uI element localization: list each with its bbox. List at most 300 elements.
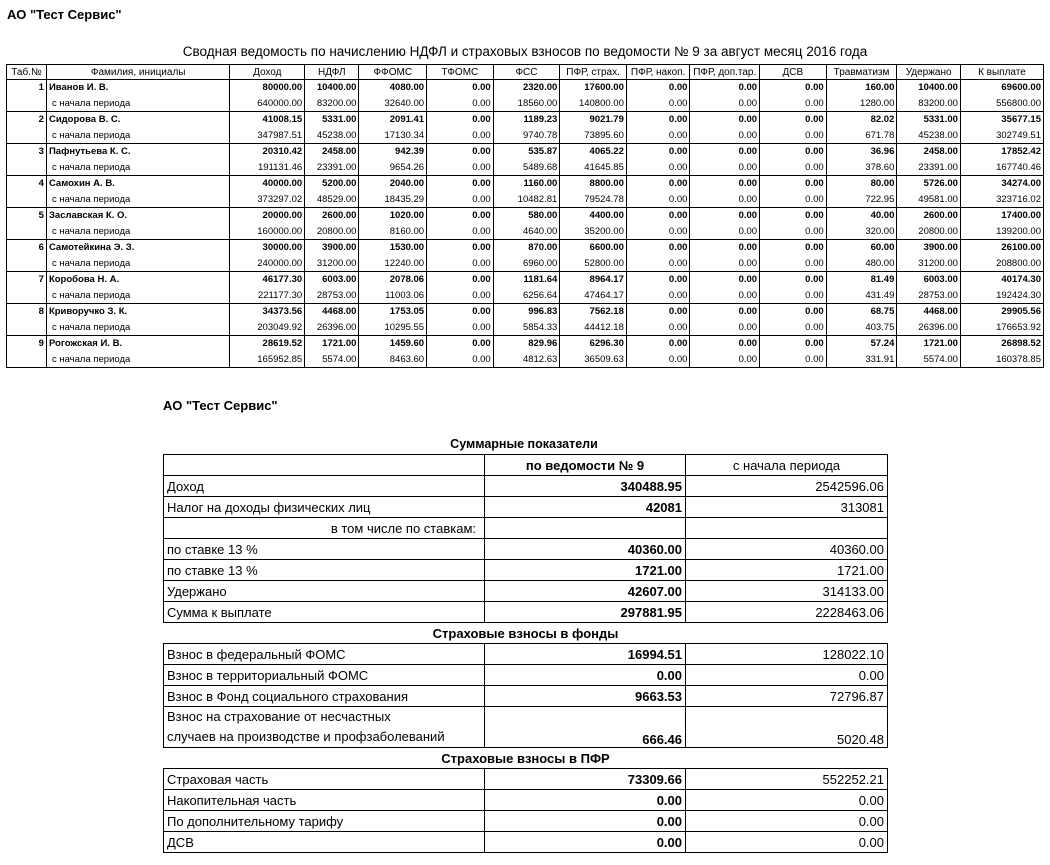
month-value: 46177.30 (230, 272, 305, 288)
month-value: 4400.00 (560, 208, 627, 224)
period-value: 0.00 (690, 224, 760, 240)
period-value: 176653.92 (960, 320, 1043, 336)
employee-period-row (7, 288, 1044, 304)
employee-period-row (7, 224, 1044, 240)
period-value: 26396.00 (897, 320, 961, 336)
employee-row (7, 336, 1044, 352)
month-value: 80000.00 (230, 80, 305, 96)
period-value: 83200.00 (305, 96, 359, 112)
period-value: 83200.00 (897, 96, 961, 112)
period-value: 10295.55 (359, 320, 427, 336)
period-value: 0.00 (760, 192, 827, 208)
month-value: 829.96 (493, 336, 560, 352)
period-value: 32640.00 (359, 96, 427, 112)
period-value: 0.00 (626, 160, 690, 176)
month-value: 0.00 (690, 176, 760, 192)
period-value: 1280.00 (826, 96, 897, 112)
month-value: 4468.00 (305, 304, 359, 320)
tab-number: 9 (7, 336, 47, 352)
summary-row-payout: Сумма к выплате 297881.95 2228463.06 (164, 602, 888, 623)
month-value: 0.00 (690, 304, 760, 320)
period-value: 9654.26 (359, 160, 427, 176)
employee-row (7, 80, 1044, 96)
month-value: 5331.00 (305, 112, 359, 128)
summary-row-pfr-funded: Накопительная часть 0.00 0.00 (164, 790, 888, 811)
period-label: с начала периода (46, 288, 229, 304)
header-row (7, 65, 1044, 80)
employee-name: Пафнутьева К. С. (46, 144, 229, 160)
month-value: 80.00 (826, 176, 897, 192)
period-label: с начала периода (46, 192, 229, 208)
month-value: 0.00 (760, 80, 827, 96)
month-value: 535.87 (493, 144, 560, 160)
employee-period-row (7, 96, 1044, 112)
month-value: 34373.56 (230, 304, 305, 320)
period-value: 10482.81 (493, 192, 560, 208)
period-label: с начала периода (46, 352, 229, 368)
period-value: 0.00 (626, 256, 690, 272)
month-value: 2040.00 (359, 176, 427, 192)
month-value: 2600.00 (897, 208, 961, 224)
month-value: 0.00 (760, 112, 827, 128)
month-value: 1160.00 (493, 176, 560, 192)
period-value: 323716.02 (960, 192, 1043, 208)
month-value: 1189.23 (493, 112, 560, 128)
period-value: 52800.00 (560, 256, 627, 272)
summary-row-pfr-insurance: Страховая часть 73309.66 552252.21 (164, 769, 888, 790)
period-label: с начала периода (46, 320, 229, 336)
period-value: 28753.00 (305, 288, 359, 304)
period-value: 23391.00 (897, 160, 961, 176)
month-value: 4468.00 (897, 304, 961, 320)
period-value: 0.00 (690, 256, 760, 272)
period-value: 320.00 (826, 224, 897, 240)
period-value: 0.00 (760, 320, 827, 336)
col-ffoms: ФФОМС (359, 65, 427, 80)
col-injury: Травматизм (826, 65, 897, 80)
month-value: 0.00 (427, 112, 494, 128)
summary-header-row (164, 455, 888, 476)
period-value: 5574.00 (305, 352, 359, 368)
period-value: 140800.00 (560, 96, 627, 112)
month-value: 10400.00 (305, 80, 359, 96)
month-value: 0.00 (427, 304, 494, 320)
month-value: 40174.30 (960, 272, 1043, 288)
month-value: 81.49 (826, 272, 897, 288)
period-value: 556800.00 (960, 96, 1043, 112)
period-value: 671.78 (826, 128, 897, 144)
month-value: 0.00 (760, 144, 827, 160)
month-value: 2458.00 (305, 144, 359, 160)
period-value: 221177.30 (230, 288, 305, 304)
summary-row-income: Доход 340488.95 2542596.06 (164, 476, 888, 497)
month-value: 0.00 (760, 208, 827, 224)
period-value: 23391.00 (305, 160, 359, 176)
period-value: 0.00 (760, 352, 827, 368)
col-withheld: Удержано (897, 65, 961, 80)
period-value: 431.49 (826, 288, 897, 304)
month-value: 0.00 (626, 80, 690, 96)
period-value: 5574.00 (897, 352, 961, 368)
col-tab: Таб.№ (7, 65, 47, 80)
summary-row-accident: Взнос на страхование от несчастных случаев на производстве и профзаболеваний 666.46 5020.48 (164, 707, 888, 748)
month-value: 17852.42 (960, 144, 1043, 160)
period-value: 0.00 (427, 192, 494, 208)
month-value: 5331.00 (897, 112, 961, 128)
period-value: 165952.85 (230, 352, 305, 368)
month-value: 0.00 (760, 272, 827, 288)
period-value: 640000.00 (230, 96, 305, 112)
tab-number: 1 (7, 80, 47, 96)
period-value: 8160.00 (359, 224, 427, 240)
month-value: 0.00 (690, 240, 760, 256)
col-name: Фамилия, инициалы (46, 65, 229, 80)
summary-row-tfoms: Взнос в территориальный ФОМС 0.00 0.00 (164, 665, 888, 686)
month-value: 0.00 (626, 144, 690, 160)
period-value: 79524.78 (560, 192, 627, 208)
period-value: 302749.51 (960, 128, 1043, 144)
month-value: 3900.00 (897, 240, 961, 256)
month-value: 1721.00 (897, 336, 961, 352)
month-value: 35677.15 (960, 112, 1043, 128)
month-value: 1753.05 (359, 304, 427, 320)
summary-col-period: с начала периода (686, 455, 888, 476)
month-value: 2458.00 (897, 144, 961, 160)
employee-name: Самотейкина Э. З. (46, 240, 229, 256)
period-value: 378.60 (826, 160, 897, 176)
period-value: 331.91 (826, 352, 897, 368)
col-income: Доход (230, 65, 305, 80)
month-value: 1181.64 (493, 272, 560, 288)
period-value: 347987.51 (230, 128, 305, 144)
period-value: 18560.00 (493, 96, 560, 112)
period-value: 0.00 (427, 288, 494, 304)
period-value: 12240.00 (359, 256, 427, 272)
month-value: 160.00 (826, 80, 897, 96)
period-value: 0.00 (690, 160, 760, 176)
period-value: 41645.85 (560, 160, 627, 176)
period-value: 0.00 (626, 224, 690, 240)
period-value: 0.00 (760, 256, 827, 272)
period-value: 0.00 (427, 352, 494, 368)
month-value: 0.00 (626, 240, 690, 256)
tab-number: 4 (7, 176, 47, 192)
employee-name: Криворучко З. К. (46, 304, 229, 320)
month-value: 68.75 (826, 304, 897, 320)
period-value: 28753.00 (897, 288, 961, 304)
period-value: 31200.00 (897, 256, 961, 272)
month-value: 4065.22 (560, 144, 627, 160)
period-value: 160000.00 (230, 224, 305, 240)
month-value: 30000.00 (230, 240, 305, 256)
month-value: 580.00 (493, 208, 560, 224)
month-value: 17600.00 (560, 80, 627, 96)
employee-name: Иванов И. В. (46, 80, 229, 96)
employee-row (7, 272, 1044, 288)
period-value: 45238.00 (897, 128, 961, 144)
month-value: 40.00 (826, 208, 897, 224)
month-value: 69600.00 (960, 80, 1043, 96)
month-value: 26100.00 (960, 240, 1043, 256)
period-value: 167740.46 (960, 160, 1043, 176)
period-value: 6960.00 (493, 256, 560, 272)
summary-row-rate1: по ставке 13 % 40360.00 40360.00 (164, 539, 888, 560)
tab-number: 3 (7, 144, 47, 160)
period-value: 5489.68 (493, 160, 560, 176)
period-value: 17130.34 (359, 128, 427, 144)
col-pfr-funded: ПФР, накоп. (626, 65, 690, 80)
month-value: 57.24 (826, 336, 897, 352)
month-value: 0.00 (760, 240, 827, 256)
month-value: 60.00 (826, 240, 897, 256)
month-value: 0.00 (427, 80, 494, 96)
period-value: 160378.85 (960, 352, 1043, 368)
month-value: 0.00 (427, 240, 494, 256)
period-value: 191131.46 (230, 160, 305, 176)
period-value: 11003.06 (359, 288, 427, 304)
month-value: 0.00 (626, 176, 690, 192)
month-value: 7562.18 (560, 304, 627, 320)
employee-period-row (7, 160, 1044, 176)
summary-row-rate2: по ставке 13 % 1721.00 1721.00 (164, 560, 888, 581)
employee-row (7, 304, 1044, 320)
period-value: 49581.00 (897, 192, 961, 208)
month-value: 0.00 (690, 336, 760, 352)
month-value: 0.00 (427, 208, 494, 224)
month-value: 0.00 (760, 304, 827, 320)
period-value: 35200.00 (560, 224, 627, 240)
month-value: 0.00 (626, 208, 690, 224)
period-value: 4812.63 (493, 352, 560, 368)
col-fss: ФСС (493, 65, 560, 80)
month-value: 3900.00 (305, 240, 359, 256)
col-pfr-insurance: ПФР, страх. (560, 65, 627, 80)
month-value: 29905.56 (960, 304, 1043, 320)
summary-row-ffoms: Взнос в федеральный ФОМС 16994.51 128022.10 (164, 644, 888, 665)
month-value: 6003.00 (897, 272, 961, 288)
month-value: 0.00 (626, 304, 690, 320)
period-label: с начала периода (46, 256, 229, 272)
period-value: 0.00 (760, 224, 827, 240)
summary-col-statement: по ведомости № 9 (485, 455, 686, 476)
period-value: 0.00 (626, 128, 690, 144)
month-value: 2078.06 (359, 272, 427, 288)
col-tfoms: ТФОМС (427, 65, 494, 80)
month-value: 0.00 (427, 176, 494, 192)
period-value: 48529.00 (305, 192, 359, 208)
tab-number: 6 (7, 240, 47, 256)
month-value: 40000.00 (230, 176, 305, 192)
month-value: 1459.60 (359, 336, 427, 352)
month-value: 9021.79 (560, 112, 627, 128)
month-value: 0.00 (427, 336, 494, 352)
period-value: 0.00 (760, 128, 827, 144)
period-value: 0.00 (626, 288, 690, 304)
payroll-table (6, 64, 1044, 368)
period-value: 373297.02 (230, 192, 305, 208)
month-value: 0.00 (626, 112, 690, 128)
tab-number: 7 (7, 272, 47, 288)
period-value: 240000.00 (230, 256, 305, 272)
month-value: 28619.52 (230, 336, 305, 352)
period-value: 0.00 (427, 224, 494, 240)
period-value: 0.00 (427, 256, 494, 272)
period-value: 45238.00 (305, 128, 359, 144)
summary-row-dsv: ДСВ 0.00 0.00 (164, 832, 888, 853)
month-value: 996.83 (493, 304, 560, 320)
period-value: 0.00 (690, 352, 760, 368)
period-value: 403.75 (826, 320, 897, 336)
tab-number: 8 (7, 304, 47, 320)
period-value: 0.00 (760, 160, 827, 176)
employee-name: Коробова Н. А. (46, 272, 229, 288)
period-value: 0.00 (760, 288, 827, 304)
period-value: 8463.60 (359, 352, 427, 368)
summary-section-funds: Страховые взносы в фонды (164, 623, 888, 644)
employee-period-row (7, 320, 1044, 336)
period-value: 0.00 (427, 320, 494, 336)
month-value: 82.02 (826, 112, 897, 128)
col-ndfl: НДФЛ (305, 65, 359, 80)
employee-row (7, 144, 1044, 160)
month-value: 870.00 (493, 240, 560, 256)
employee-row (7, 176, 1044, 192)
summary-row-fss: Взнос в Фонд социального страхования 9663.53 72796.87 (164, 686, 888, 707)
summary-row-ndfl: Налог на доходы физических лиц 42081 313081 (164, 497, 888, 518)
period-value: 480.00 (826, 256, 897, 272)
period-value: 0.00 (427, 160, 494, 176)
month-value: 34274.00 (960, 176, 1043, 192)
month-value: 1721.00 (305, 336, 359, 352)
period-label: с начала периода (46, 96, 229, 112)
period-value: 44412.18 (560, 320, 627, 336)
month-value: 0.00 (626, 336, 690, 352)
summary-title: Суммарные показатели (450, 437, 598, 451)
employee-row (7, 240, 1044, 256)
employee-period-row (7, 256, 1044, 272)
month-value: 1020.00 (359, 208, 427, 224)
month-value: 942.39 (359, 144, 427, 160)
month-value: 0.00 (690, 272, 760, 288)
tab-number: 2 (7, 112, 47, 128)
period-label: с начала периода (46, 128, 229, 144)
employee-period-row (7, 352, 1044, 368)
col-dsv: ДСВ (760, 65, 827, 80)
col-pfr-additional: ПФР, доп.тар. (690, 65, 760, 80)
month-value: 6296.30 (560, 336, 627, 352)
month-value: 0.00 (427, 144, 494, 160)
period-value: 20800.00 (305, 224, 359, 240)
summary-row-pfr-additional: По дополнительному тарифу 0.00 0.00 (164, 811, 888, 832)
month-value: 0.00 (690, 112, 760, 128)
period-value: 208800.00 (960, 256, 1043, 272)
month-value: 5726.00 (897, 176, 961, 192)
period-value: 20800.00 (897, 224, 961, 240)
employee-row (7, 208, 1044, 224)
company-name: АО "Тест Сервис" (7, 7, 122, 22)
period-value: 73895.60 (560, 128, 627, 144)
month-value: 6003.00 (305, 272, 359, 288)
summary-section-pfr: Страховые взносы в ПФР (164, 748, 888, 769)
month-value: 1530.00 (359, 240, 427, 256)
period-value: 0.00 (626, 320, 690, 336)
month-value: 10400.00 (897, 80, 961, 96)
employee-name: Самохин А. В. (46, 176, 229, 192)
employee-name: Сидорова В. С. (46, 112, 229, 128)
period-value: 0.00 (690, 192, 760, 208)
month-value: 8964.17 (560, 272, 627, 288)
month-value: 17400.00 (960, 208, 1043, 224)
period-value: 9740.78 (493, 128, 560, 144)
period-value: 0.00 (760, 96, 827, 112)
employee-name: Рогожская И. В. (46, 336, 229, 352)
month-value: 5200.00 (305, 176, 359, 192)
month-value: 36.96 (826, 144, 897, 160)
period-value: 0.00 (427, 96, 494, 112)
period-value: 6256.64 (493, 288, 560, 304)
month-value: 0.00 (690, 144, 760, 160)
report-title: Сводная ведомость по начислению НДФЛ и страховых взносов по ведомости № 9 за август месяц 2016 года (182, 44, 868, 59)
period-value: 5854.33 (493, 320, 560, 336)
employee-row (7, 112, 1044, 128)
period-label: с начала периода (46, 160, 229, 176)
month-value: 0.00 (626, 272, 690, 288)
month-value: 20310.42 (230, 144, 305, 160)
period-value: 0.00 (690, 128, 760, 144)
employee-period-row (7, 128, 1044, 144)
period-value: 4640.00 (493, 224, 560, 240)
employee-period-row (7, 192, 1044, 208)
period-value: 0.00 (626, 96, 690, 112)
period-value: 0.00 (690, 288, 760, 304)
period-value: 722.95 (826, 192, 897, 208)
summary-row-withheld: Удержано 42607.00 314133.00 (164, 581, 888, 602)
month-value: 2320.00 (493, 80, 560, 96)
summary-row-including: в том числе по ставкам: (164, 518, 888, 539)
period-value: 139200.00 (960, 224, 1043, 240)
summary-table (163, 454, 888, 853)
period-value: 0.00 (690, 96, 760, 112)
period-value: 31200.00 (305, 256, 359, 272)
month-value: 0.00 (760, 336, 827, 352)
tab-number: 5 (7, 208, 47, 224)
period-value: 203049.92 (230, 320, 305, 336)
period-value: 18435.29 (359, 192, 427, 208)
period-value: 26396.00 (305, 320, 359, 336)
month-value: 2091.41 (359, 112, 427, 128)
period-value: 0.00 (427, 128, 494, 144)
month-value: 20000.00 (230, 208, 305, 224)
month-value: 8800.00 (560, 176, 627, 192)
month-value: 0.00 (690, 208, 760, 224)
month-value: 0.00 (427, 272, 494, 288)
period-value: 47464.17 (560, 288, 627, 304)
period-value: 192424.30 (960, 288, 1043, 304)
month-value: 26898.52 (960, 336, 1043, 352)
month-value: 2600.00 (305, 208, 359, 224)
company-name-summary: АО "Тест Сервис" (163, 398, 278, 413)
month-value: 0.00 (690, 80, 760, 96)
period-value: 0.00 (626, 352, 690, 368)
month-value: 4080.00 (359, 80, 427, 96)
month-value: 0.00 (760, 176, 827, 192)
period-value: 36509.63 (560, 352, 627, 368)
employee-name: Заславская К. О. (46, 208, 229, 224)
month-value: 6600.00 (560, 240, 627, 256)
period-label: с начала периода (46, 224, 229, 240)
period-value: 0.00 (690, 320, 760, 336)
col-payout: К выплате (960, 65, 1043, 80)
